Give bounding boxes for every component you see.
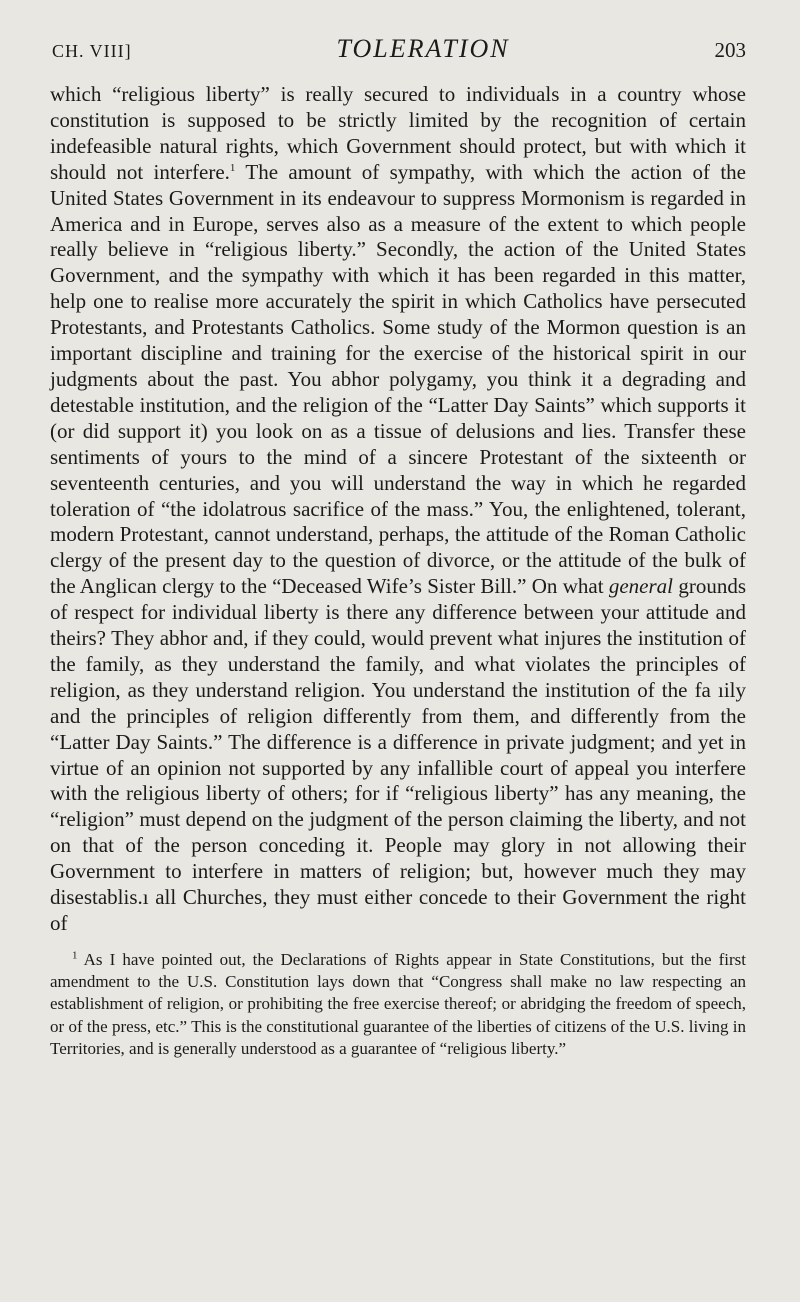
text-segment: grounds of respect for individual liberty is there any difference between your attitude and theirs? They abhor and, if they could, would prevent what injures the institution of the family, as they understand the family, and what violates the principles of religion, as they understand religion. You understand the institution of the fa ıily and the principles of religion differently from them, and differently from the “Latter Day Saints.” The difference is a difference in private judgment; and yet in virtue of an opinion not supported by any infallible court of appeal you interfere with the religious liberty of others; for if “religious liberty” has any meaning, the “religion” must depend on the judgment of the person claiming the liberty, and not on that of the person conceding it. People may glory in not allowing their Government to interfere in matters of religion; but, however much they may disestablis.ı all Churches, they must either concede to their Government the right of (50, 574, 746, 935)
text-segment: The amount of sympathy, with which the action of the United States Government in its endeavour to suppress Mormonism is regarded in America and in Europe, serves also as a measure of the extent to which people really believe in “religious liberty.” Secondly, the action of the United States Government, and the sympathy with which it has been regarded in this matter, help one to realise more accurately the spirit in which Catholics have persecuted Protestants, and Protestants Catholics. Some study of the Mormon question is an important discipline and training for the exercise of the historical spirit in our judgments about the past. You abhor polygamy, you think it a degrading and detestable institution, and the religion of the “Latter Day Saints” which supports it (or did support it) you look on as a tissue of delusions and lies. Transfer these sentiments of yours to the mind of a sincere Protestant of the sixteenth or seventeenth centuries, and you will understand the way in which he regarded toleration of “the idolatrous sacrifice of the mass.” You, the enlightened, tolerant, modern Protestant, cannot understand, perhaps, the attitude of the Roman Catholic clergy of the present day to the question of divorce, or the attitude of the bulk of the Anglican clergy to the “Deceased Wife’s Sister Bill.” On what (50, 159, 746, 599)
running-title: TOLERATION (336, 34, 510, 63)
chapter-label: CH. VIII] (52, 41, 132, 61)
paragraph (50, 82, 746, 937)
main-text (50, 82, 746, 937)
text-segment: which “religious liberty” is really secured to individuals in a country whose constitution is supposed to be strictly limited by the recognition of certain indefeasible natural rights, which Government should protect, but with which it should not interfere. (50, 82, 746, 184)
footnote-text: As I have pointed out, the Declarations of Rights appear in State Constitutions, but the first amendment to the U.S. Constitution lays down that “Congress shall make no law respecting an establishment of religion, or prohibiting the free exercise thereof; or abridging the freedom of speech, or of the press, etc.” This is the constitutional guarantee of the liberties of citizens of the U.S. living in Territories, and is generally understood as a guarantee of “religious liberty.” (50, 949, 746, 1058)
running-head (50, 34, 746, 74)
footnote (50, 949, 746, 1060)
footnote-reference: 1 (229, 161, 236, 174)
footnote-marker: 1 (72, 949, 78, 962)
emphasized-word: general (608, 574, 674, 599)
page-number: 203 (714, 38, 746, 62)
